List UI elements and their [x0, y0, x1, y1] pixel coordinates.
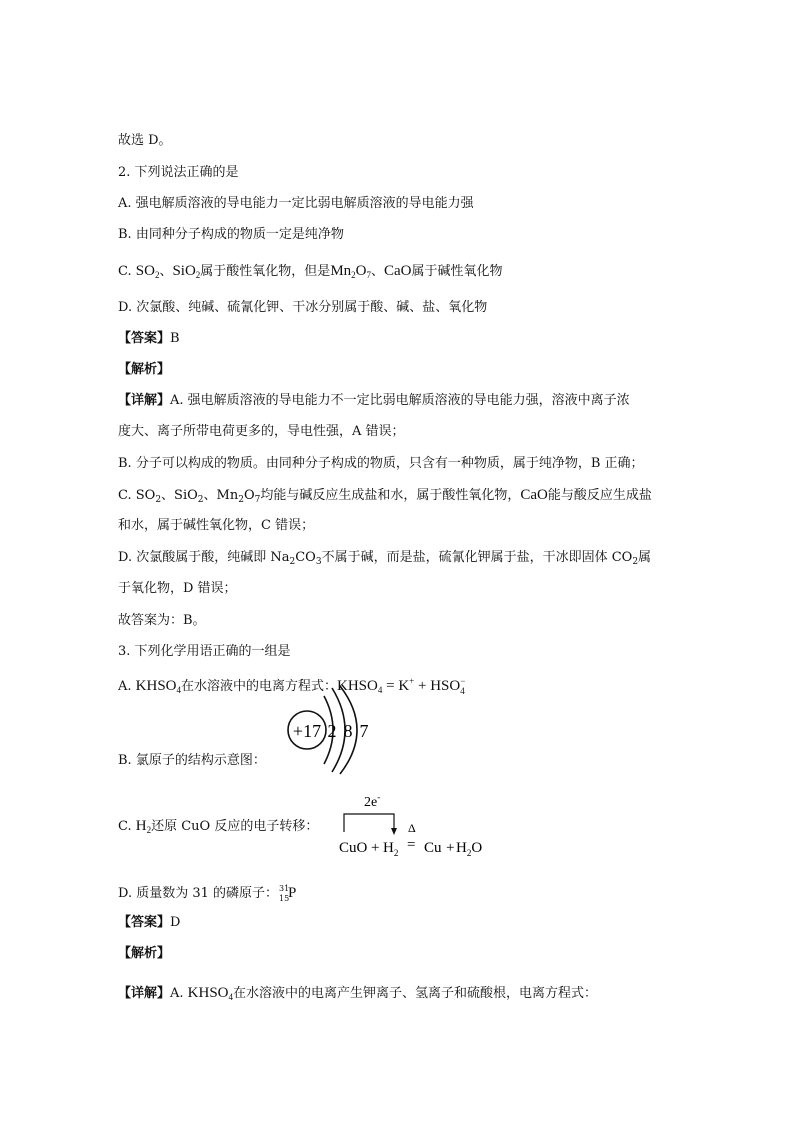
option-2c — [118, 262, 503, 281]
element-symbol: P — [288, 885, 297, 901]
electron-count-label: 2e- — [364, 792, 381, 810]
equals-sign: = — [407, 837, 416, 853]
formula-mn2o7: $Mn_2O_7$ — [330, 263, 371, 280]
product-h2o: $H_2O$ — [456, 840, 483, 858]
shell-electron-count: 7 — [359, 721, 369, 741]
formula-h2: $H_2$ — [135, 818, 152, 835]
option-label: C. — [118, 264, 136, 279]
analysis-3-tag: 【解析】 — [118, 946, 171, 961]
answer-value: D — [170, 915, 181, 930]
shell-electron-count: 2 — [327, 721, 337, 741]
isotope-notation: 31 15 — [279, 884, 290, 903]
formula-khso4: $KHSO_4$ — [187, 985, 234, 1002]
conclusion-2: 故答案为：B。 — [118, 613, 206, 628]
ionization-equation: $KHSO_4 = K^+$ + HSO − 4 — [337, 676, 466, 696]
answer-2 — [118, 330, 180, 348]
question-2-stem: 2. 下列说法正确的是 — [118, 165, 239, 180]
product-cu: Cu — [424, 840, 442, 856]
option-3b: B. 氯原子的结构示意图： — [118, 753, 266, 768]
reactant-h2: $H_2$ — [383, 840, 399, 858]
formula-cao: CaO — [384, 263, 412, 279]
detail-2c: C. $SO_2$、SiO$_2$、$Mn_2O_7$均能与碱反应生成盐和水，属于酸性氧化物，CaO能与酸反应生成盐 — [118, 487, 652, 505]
formula-so2: $SO_2$ — [135, 263, 160, 280]
detail-tag: 【详解】 — [118, 393, 171, 408]
option-2a: A. 强电解质溶液的导电能力一定比弱电解质溶液的导电能力强 — [118, 196, 474, 211]
answer-tag: 【答案】 — [118, 915, 171, 930]
separator: 、 — [159, 264, 173, 279]
option-3c: C. $H_2$还原 CuO 反应的电子转移： — [118, 818, 319, 835]
formula-cao: CaO — [520, 487, 548, 503]
answer-value: B — [170, 331, 180, 346]
plus-sign: + — [371, 840, 380, 856]
line-conclusion-prev: 故选 D。 — [118, 133, 172, 148]
detail-2d: D. 次氯酸属于酸，纯碱即 $Na_2CO_3$不属于碱，而是盐，硫氰化钾属于盐，干冰即固体 $CO_2$属 — [118, 550, 652, 567]
heat-symbol: Δ — [408, 821, 416, 835]
option-3a: A. $KHSO_4$在水溶液中的电离方程式：$KHSO_4 = K^+$ + HSO − 4 — [118, 676, 466, 696]
option-text: 属于酸性氧化物，但是 — [200, 264, 331, 279]
option-2b: B. 由同种分子构成的物质一定是纯净物 — [118, 227, 344, 242]
detail-tag: 【详解】 — [118, 986, 171, 1001]
nucleus-charge: +17 — [292, 721, 322, 741]
analysis-2-tag: 【解析】 — [118, 362, 171, 377]
answer-3 — [118, 914, 180, 932]
separator: 、 — [371, 264, 385, 279]
detail-2d-cont: 于氧化物，D 错误； — [118, 581, 237, 596]
formula-sio2: SiO$_2$ — [172, 263, 201, 280]
detail-2a-cont: 度大、离子所带电荷更多的，导电性强，A 错误； — [118, 424, 405, 439]
formula-khso4: $KHSO_4$ — [135, 678, 181, 695]
electron-transfer-diagram — [338, 792, 498, 860]
option-3d: D. 质量数为 31 的磷原子： 31 15 P — [118, 884, 297, 903]
answer-tag: 【答案】 — [118, 331, 171, 346]
detail-2c-cont: 和水，属于碱性氧化物，C 错误； — [118, 518, 315, 533]
detail-3a: 【详解】A. $KHSO_4$在水溶液中的电离产生钾离子、氢离子和硫酸根，电离方程式： — [118, 985, 598, 1002]
plus-sign: + — [446, 840, 455, 856]
detail-2a: 【详解】A. 强电解质溶液的导电能力不一定比弱电解质溶液的导电能力强，溶液中离子浓 — [118, 393, 630, 408]
option-text: 属于碱性氧化物 — [411, 264, 503, 279]
shell-electron-count: 8 — [343, 721, 353, 741]
option-2d: D. 次氯酸、纯碱、硫氰化钾、干冰分别属于酸、碱、盐、氧化物 — [118, 300, 488, 315]
question-3-stem: 3. 下列化学用语正确的一组是 — [118, 644, 291, 659]
chlorine-atom-diagram — [280, 686, 390, 778]
reactant-cuo: CuO — [339, 840, 368, 856]
detail-2b: B. 分子可以构成的物质。由同种分子构成的物质，只含有一种物质，属于纯净物，B 正确； — [118, 456, 644, 471]
